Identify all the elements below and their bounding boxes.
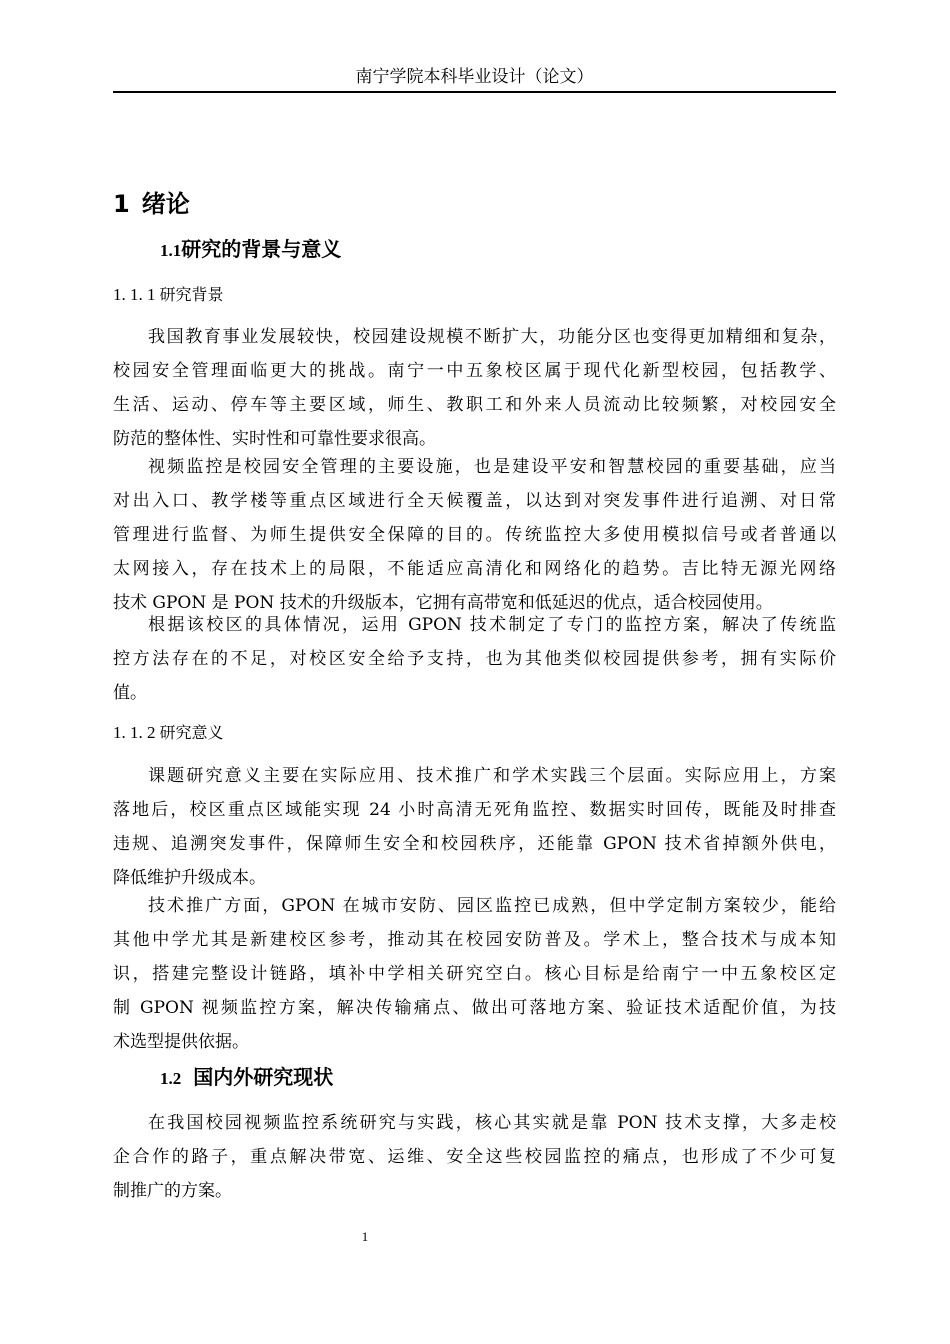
paragraph-line: 识，搭建完整设计链路，填补中学相关研究空白。核心目标是给南宁一中五象校区定 <box>113 964 836 984</box>
subsection-number: 1. 1. 1 <box>113 285 156 304</box>
paragraph-line: 违规、追溯突发事件，保障师生安全和校园秩序，还能靠 GPON 技术省掉额外供电， <box>113 834 836 854</box>
section-title-1-2 <box>160 1063 333 1093</box>
header-rule <box>113 91 836 93</box>
paragraph-line: 控方法存在的不足，对校区安全给予支持，也为其他类似校园提供参考，拥有实际价 <box>113 649 836 669</box>
section-heading: 研究的背景与意义 <box>181 237 342 261</box>
chapter-title <box>113 188 190 220</box>
section-number: 1.1 <box>160 241 182 260</box>
paragraph-line: 校园安全管理面临更大的挑战。南宁一中五象校区属于现代化新型校园，包括教学、 <box>113 361 836 381</box>
paragraph-line: 管理进行监督、为师生提供安全保障的目的。传统监控大多使用模拟信号或者普通以 <box>113 525 836 545</box>
paragraph <box>113 759 836 895</box>
paragraph-line: 根据该校区的具体情况，运用 GPON 技术制定了专门的监控方案，解决了传统监 <box>148 615 836 635</box>
paragraph-line: 视频监控是校园安全管理的主要设施，也是建设平安和智慧校园的重要基础，应当 <box>148 457 836 477</box>
paragraph-line: 我国教育事业发展较快，校园建设规模不断扩大，功能分区也变得更加精细和复杂， <box>148 327 836 347</box>
paragraph-line: 防范的整体性、实时性和可靠性要求很高。 <box>113 429 436 449</box>
section-title-1-1 <box>160 235 341 265</box>
paragraph <box>113 608 836 710</box>
paragraph <box>113 450 836 620</box>
section-number: 1.2 <box>160 1069 182 1088</box>
paragraph-line: 落地后，校区重点区域能实现 24 小时高清无死角监控、数据实时回传，既能及时排查 <box>113 800 836 820</box>
paragraph-line: 在我国校园视频监控系统研究与实践，核心其实就是靠 PON 技术支撑，大多走校 <box>148 1113 836 1133</box>
paragraph-line: 制推广的方案。 <box>113 1181 232 1201</box>
section-heading: 国内外研究现状 <box>193 1065 334 1089</box>
running-header: 南宁学院本科毕业设计（论文） <box>355 67 594 87</box>
paragraph-line: 太网接入，存在技术上的局限，不能适应高清化和网络化的趋势。吉比特无源光网络 <box>113 559 836 579</box>
paragraph <box>113 320 836 456</box>
paragraph-line: 技术推广方面，GPON 在城市安防、园区监控已成熟，但中学定制方案较少，能给 <box>148 896 836 916</box>
subsection-number: 1. 1. 2 <box>113 723 156 742</box>
paragraph-line: 对出入口、教学楼等重点区域进行全天候覆盖，以达到对突发事件进行追溯、对日常 <box>113 491 836 511</box>
subsection-heading: 研究意义 <box>159 723 224 742</box>
paragraph-line: 企合作的路子，重点解决带宽、运维、安全这些校园监控的痛点，也形成了不少可复 <box>113 1147 836 1167</box>
chapter-heading: 绪论 <box>141 190 190 218</box>
subsection-heading: 研究背景 <box>159 285 224 304</box>
paragraph-line: 技术 GPON 是 PON 技术的升级版本，它拥有高带宽和低延迟的优点，适合校园使用。 <box>113 593 773 613</box>
paragraph-line: 术选型提供依据。 <box>113 1032 249 1052</box>
chapter-number: 1 <box>113 190 130 218</box>
paragraph-line: 课题研究意义主要在实际应用、技术推广和学术实践三个层面。实际应用上，方案 <box>148 766 836 786</box>
subsection-title-1-1-2 <box>113 721 224 745</box>
paragraph <box>113 1106 836 1208</box>
paragraph <box>113 889 836 1059</box>
subsection-title-1-1-1 <box>113 283 224 307</box>
paragraph-line: 生活、运动、停车等主要区域，师生、教职工和外来人员流动比较频繁，对校园安全 <box>113 395 836 415</box>
paragraph-line: 值。 <box>113 683 147 703</box>
page-number: 1 <box>361 1229 369 1244</box>
paragraph-line: 降低维护升级成本。 <box>113 868 266 888</box>
paragraph-line: 制 GPON 视频监控方案，解决传输痛点、做出可落地方案、验证技术适配价值，为技 <box>113 998 836 1018</box>
paragraph-line: 其他中学尤其是新建校区参考，推动其在校园安防普及。学术上，整合技术与成本知 <box>113 930 836 950</box>
